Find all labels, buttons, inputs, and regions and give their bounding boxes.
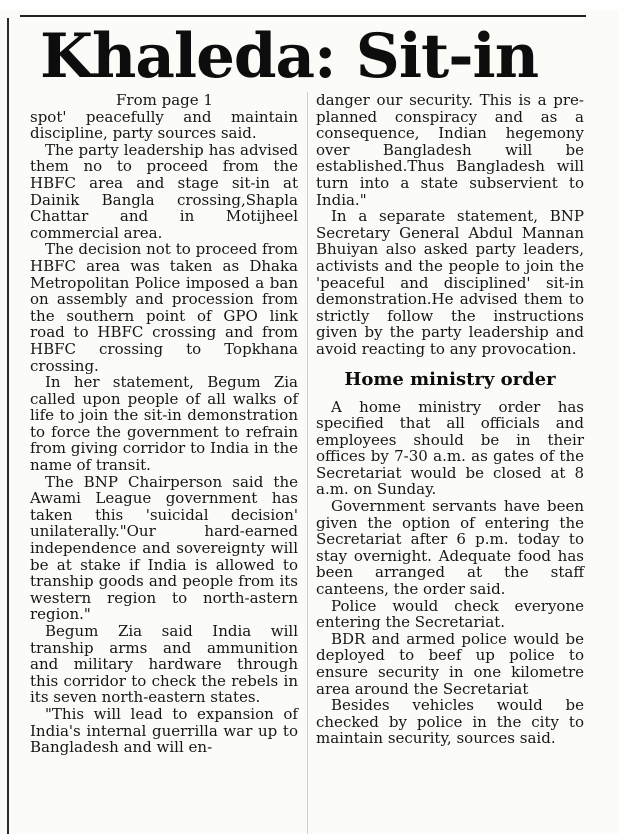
- right-column: [316, 92, 584, 747]
- left-column: [30, 92, 298, 756]
- left-border-rule: [7, 18, 9, 834]
- paragraph: The BNP Chairperson said the Awami League government has taken this 'suicidal decision' unilaterally."Our hard-earned independence and sovereignty will be at stake if India is allowed to tranship goods and people from its western region to north-astern region.": [30, 472, 298, 624]
- paragraph: Begum Zia said India will tranship arms and ammunition and military hardware through this corridor to check the rebels in its seven north-eastern states.: [30, 622, 298, 707]
- paragraph: Besides vehicles would be checked by police in the city to maintain security, sources said.: [316, 696, 584, 748]
- paragraph: A home ministry order has specified that all officials and employees should be in their offices by 7-30 a.m. as gates of the Secretariat would be closed at 8 a.m. on Sunday.: [316, 397, 584, 499]
- right-column-top: [316, 92, 584, 358]
- subhead-home-ministry-order: Home ministry order: [344, 368, 556, 390]
- paragraph: Government servants have been given the option of entering the Secretariat after 6 p.m. today to stay overnight. Adequate food has been arranged at the staff canteens, the order said.: [316, 497, 584, 599]
- paragraph: The party leadership has advised them no to proceed from the HBFC area and stage sit-in at Dainik Bangla crossing,Shapla Chattar and in Motijheel commercial area.: [30, 140, 298, 242]
- paragraph: From page 1: [116, 91, 213, 109]
- paragraph: In her statement, Begum Zia called upon people of all walks of life to join the sit-in demonstration to force the government to refrain from giving corridor to India in the name of transit.: [30, 373, 298, 475]
- column-divider: [307, 92, 308, 834]
- right-column-bottom: [316, 399, 584, 747]
- clipped-top-strip: [0, 0, 619, 10]
- paragraph: In a separate statement, BNP Secretary General Abdul Mannan Bhuiyan also asked party leaders, activists and the people to join the 'peaceful and disciplined' sit-in demonstration.He advised them to strictly follow the instructions given by the party leadership and avoid reacting to any provocation.: [316, 207, 584, 358]
- top-rule: [20, 15, 586, 17]
- paragraph: spot' peacefully and maintain discipline, party sources said.: [30, 107, 298, 143]
- paragraph: Police would check everyone entering the Secretariat.: [316, 596, 584, 632]
- paragraph: danger our security. This is a pre-planned conspiracy and as a consequence, Indian hegemony over Bangladesh will be established.Thus Bangladesh will turn into a state subservient to India.": [316, 91, 584, 209]
- paragraph: BDR and armed police would be deployed to beef up police to ensure security in one kilometre area around the Secretariat: [316, 629, 584, 698]
- headline: Khaleda: Sit-in: [40, 21, 539, 92]
- paragraph: "This will lead to expansion of India's internal guerrilla war up to Bangladesh and will en-: [30, 704, 298, 757]
- paragraph: The decision not to proceed from HBFC area was taken as Dhaka Metropolitan Police imposed a ban on assembly and procession from the southern point of GPO link road to HBFC crossing and from HBFC crossing to Topkhana crossing.: [30, 240, 298, 375]
